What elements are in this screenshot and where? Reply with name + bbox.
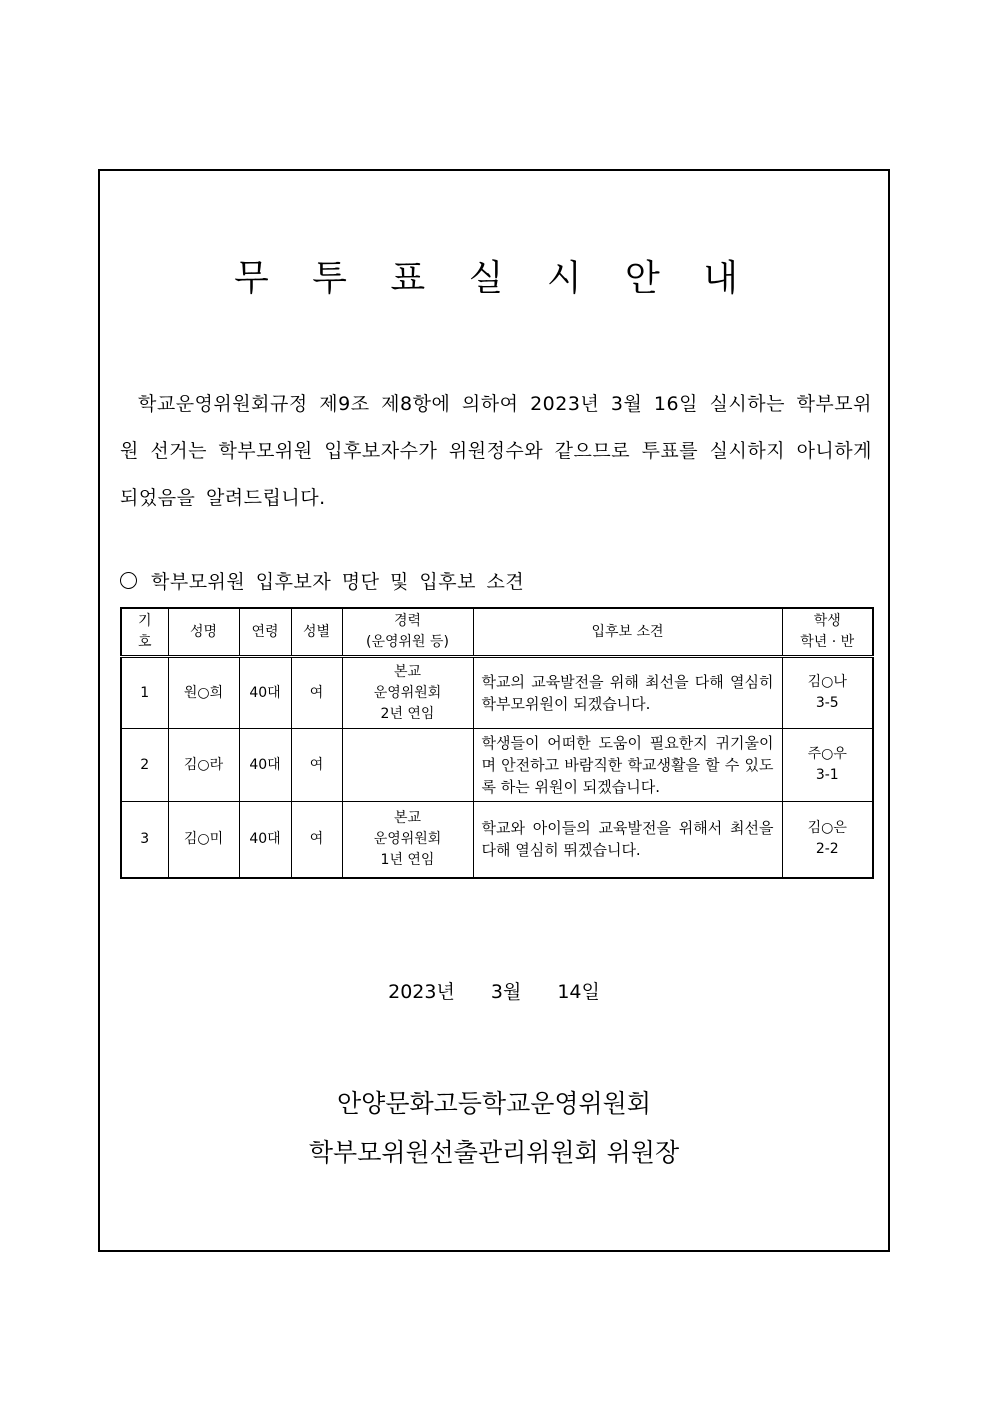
cell-student: 주○우 3-1 (782, 729, 873, 802)
table-row (121, 802, 873, 878)
cell-number: 1 (121, 657, 168, 729)
header-student: 학생 학년 · 반 (782, 608, 873, 657)
header-age: 연령 (239, 608, 291, 657)
header-gender: 성별 (291, 608, 342, 657)
page-title: 무 투 표 실 시 안 내 (233, 258, 755, 299)
cell-name: 김○미 (168, 802, 239, 878)
cell-opinion: 학교와 아이들의 교육발전을 위해서 최선을 다해 열심히 뛰겠습니다. (473, 802, 782, 878)
cell-age: 40대 (239, 657, 291, 729)
cell-career (342, 729, 473, 802)
cell-gender: 여 (291, 657, 342, 729)
cell-name: 원○희 (168, 657, 239, 729)
cell-career: 본교 운영위원회 2년 연임 (342, 657, 473, 729)
notice-paragraph (120, 381, 872, 522)
table-row (121, 657, 873, 729)
header-number: 기 호 (121, 608, 168, 657)
table-header-row (121, 608, 873, 657)
notice-text: 학교운영위원회규정 제9조 제8항에 의하여 2023년 3월 16일 실시하는 학부모위원 선거는 학부모위원 입후보자수가 위원정수와 같으므로 투표를 실시하지 아니하게 되었음을 알려드립니다. (120, 393, 872, 509)
cell-gender: 여 (291, 802, 342, 878)
cell-name: 김○라 (168, 729, 239, 802)
cell-age: 40대 (239, 802, 291, 878)
table-row (121, 729, 873, 802)
signatory-title: 학부모위원선출관리위원회 위원장 (308, 1138, 680, 1167)
section-heading (120, 569, 524, 595)
header-career: 경력 (운영위원 등) (342, 608, 473, 657)
cell-gender: 여 (291, 729, 342, 802)
cell-age: 40대 (239, 729, 291, 802)
cell-number: 3 (121, 802, 168, 878)
notice-frame (98, 169, 890, 1252)
cell-student: 김○은 2-2 (782, 802, 873, 878)
cell-number: 2 (121, 729, 168, 802)
section-heading-text: 학부모위원 입후보자 명단 및 입후보 소견 (151, 571, 525, 593)
cell-opinion: 학생들이 어떠한 도움이 필요한지 귀기울이며 안전하고 바람직한 학교생활을 할 수 있도록 하는 위원이 되겠습니다. (473, 729, 782, 802)
cell-career: 본교 운영위원회 1년 연임 (342, 802, 473, 878)
cell-opinion: 학교의 교육발전을 위해 최선을 다해 열심히 학부모위원이 되겠습니다. (473, 657, 782, 729)
organization-name: 안양문화고등학교운영위원회 (337, 1089, 651, 1118)
candidate-table (120, 607, 874, 879)
circle-bullet-icon (120, 572, 137, 589)
header-opinion: 입후보 소견 (473, 608, 782, 657)
cell-student: 김○나 3-5 (782, 657, 873, 729)
issue-date: 2023년 3월 14일 (388, 981, 600, 1003)
header-name: 성명 (168, 608, 239, 657)
